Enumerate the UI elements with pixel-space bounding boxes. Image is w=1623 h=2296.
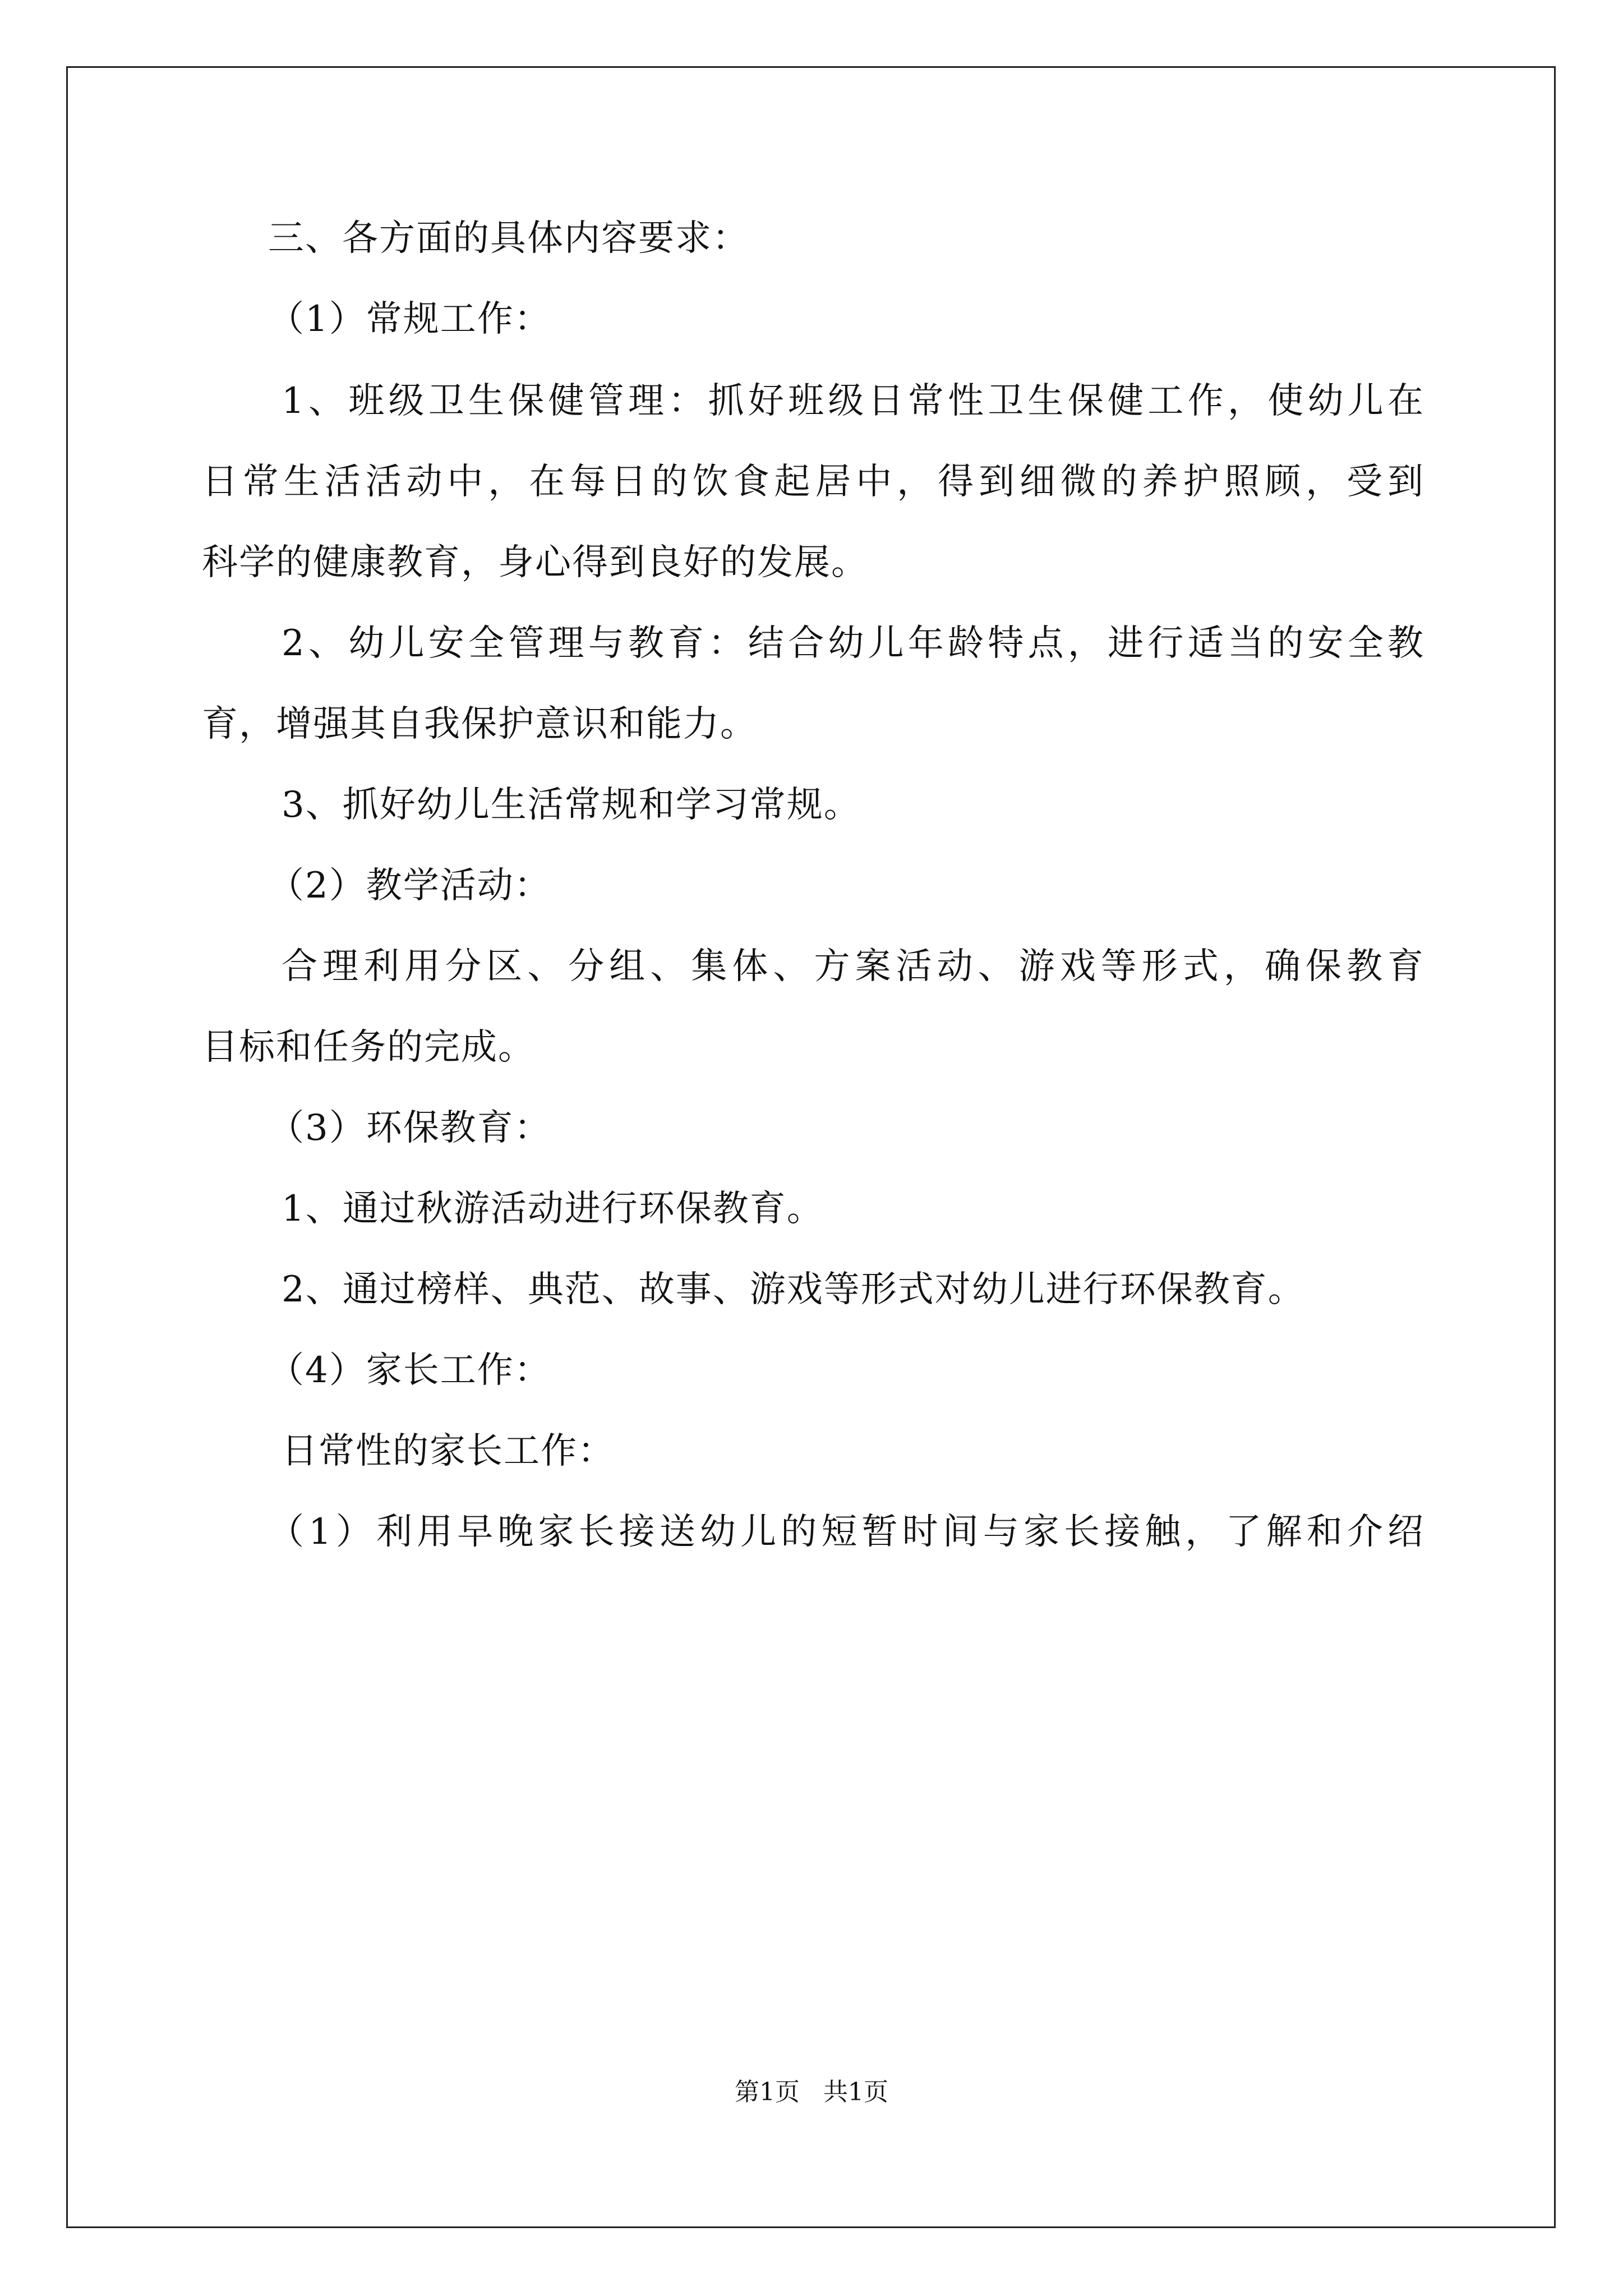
paragraph-line: 3、抓好幼儿生活常规和学习常规。: [282, 784, 861, 826]
subsection-heading: （1）常规工作：: [268, 298, 551, 340]
paragraph-line: 2、幼儿安全管理与教育：结合幼儿年龄特点，进行适当的安全教: [282, 623, 1424, 664]
paragraph-line: 1、班级卫生保健管理：抓好班级日常性卫生保健工作，使幼儿在: [282, 380, 1424, 422]
subsection-heading: （4）家长工作：: [268, 1350, 551, 1391]
paragraph-line: 2、通过榜样、典范、故事、游戏等形式对幼儿进行环保教育。: [282, 1269, 1305, 1310]
paragraph-line: 合理利用分区、分组、集体、方案活动、游戏等形式，确保教育: [282, 946, 1424, 987]
subsection-heading: （2）教学活动：: [268, 865, 551, 907]
paragraph-line: （1）利用早晚家长接送幼儿的短暂时间与家长接触，了解和介绍: [268, 1511, 1424, 1553]
page-number: 第1页: [735, 2078, 800, 2106]
paragraph-line: 日常生活活动中，在每日的饮食起居中，得到细微的养护照顾，受到: [202, 461, 1424, 503]
section-heading: 三、各方面的具体内容要求：: [268, 218, 749, 259]
paragraph-line: 1、通过秋游活动进行环保教育。: [282, 1188, 824, 1230]
subsection-heading: （3）环保教育：: [268, 1107, 551, 1149]
paragraph-line: 目标和任务的完成。: [202, 1027, 535, 1068]
paragraph-line: 科学的健康教育，身心得到良好的发展。: [202, 542, 868, 583]
page-total: 共1页: [823, 2078, 888, 2106]
paragraph-line: 日常性的家长工作：: [282, 1430, 615, 1472]
paragraph-line: 育，增强其自我保护意识和能力。: [202, 703, 757, 745]
page-footer: [0, 2076, 1623, 2109]
